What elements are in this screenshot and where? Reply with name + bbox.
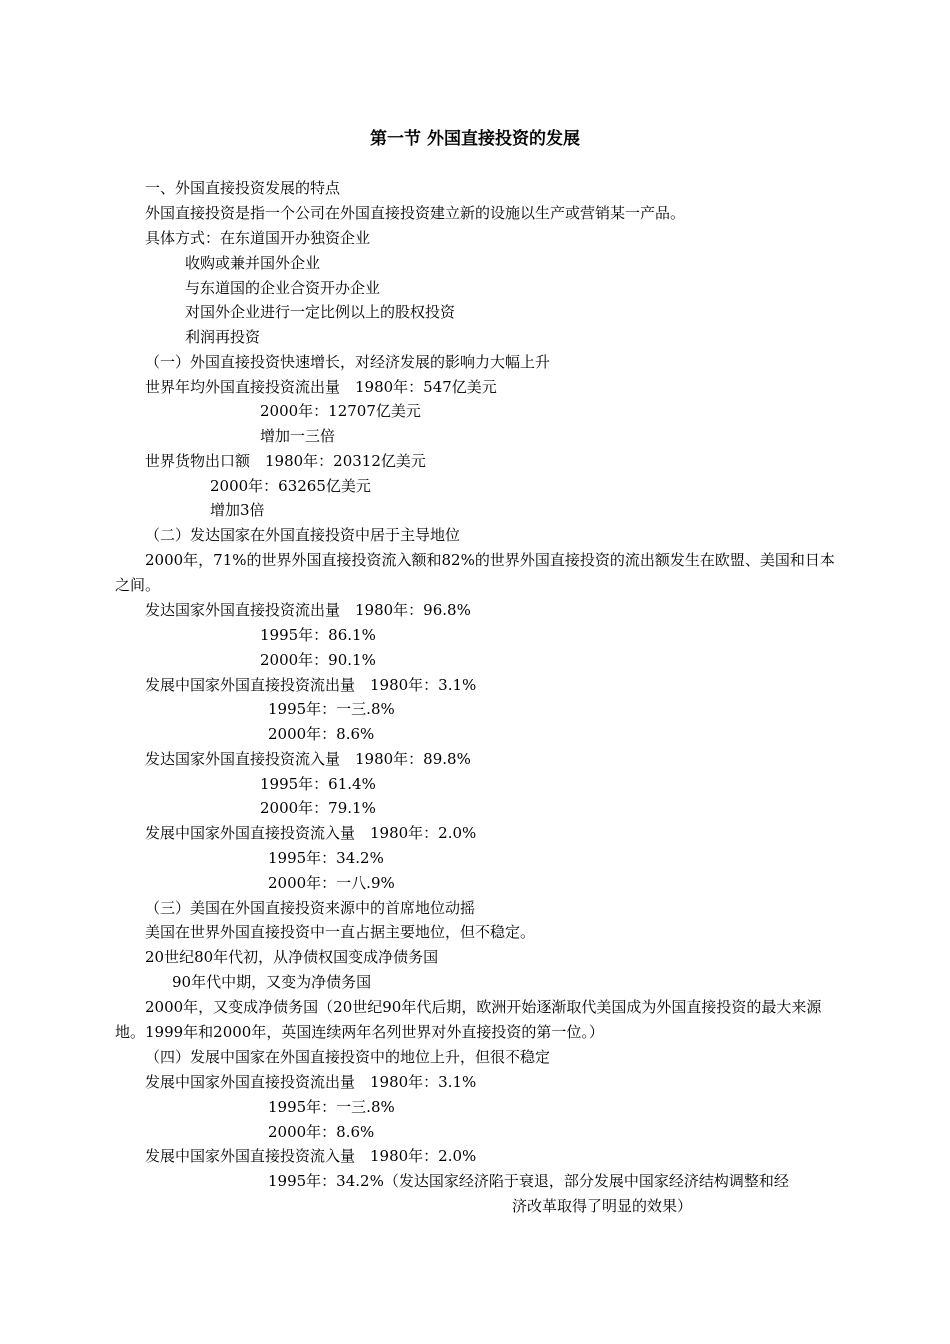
data-line: 发展中国家外国直接投资流入量 1980年：2.0% <box>145 824 477 842</box>
data-line: 发展中国家外国直接投资流入量 1980年：2.0% <box>145 1147 477 1165</box>
data-line: 发达国家外国直接投资流出量 1980年：96.8% <box>145 601 471 619</box>
paragraph-us: 美国在世界外国直接投资中一直占据主要地位，但不稳定。 <box>145 923 536 941</box>
methods-line: 具体方式：在东道国开办独资企业 <box>145 229 371 247</box>
data-line: 发展中国家外国直接投资流出量 1980年：3.1% <box>145 1073 477 1091</box>
data-line: 济改革取得了明显的效果） <box>512 1197 693 1215</box>
subheading-3: （三）美国在外国直接投资来源中的首席地位动摇 <box>145 899 476 917</box>
methods-line: 与东道国的企业合资开办企业 <box>185 279 381 297</box>
methods-line: 收购或兼并国外企业 <box>185 254 321 272</box>
paragraph-2000-us: 2000年，又变成净债务国（20世纪90年代后期，欧洲开始逐渐取代美国成为外国直接投资的最大来源地。1999年和2000年，英国连续两年名列世界对外直接投资的第一位。） <box>115 998 822 1041</box>
data-line: 2000年：8.6% <box>268 1123 375 1141</box>
subheading-1: （一）外国直接投资快速增长，对经济发展的影响力大幅上升 <box>145 353 551 371</box>
section-title: 第一节 外国直接投资的发展 <box>370 129 580 149</box>
data-line: 1995年：一三.8% <box>268 700 395 718</box>
data-line: 增加一三倍 <box>260 427 336 445</box>
data-line: 1995年：一三.8% <box>268 1098 395 1116</box>
data-line: 2000年：8.6% <box>268 725 375 743</box>
paragraph-definition: 外国直接投资是指一个公司在外国直接投资建立新的设施以生产或营销某一产品。 <box>145 204 686 222</box>
methods-line: 利润再投资 <box>185 328 261 346</box>
data-line: 1995年：34.2%（发达国家经济陷于衰退，部分发展中国家经济结构调整和经 <box>268 1172 789 1190</box>
data-line: 世界年均外国直接投资流出量 1980年：547亿美元 <box>145 378 497 396</box>
data-line: 2000年：12707亿美元 <box>260 402 421 420</box>
data-line: 20世纪80年代初，从净债权国变成净债务国 <box>145 948 439 966</box>
subheading-4: （四）发展中国家在外国直接投资中的地位上升，但很不稳定 <box>145 1048 551 1066</box>
data-line: 2000年：63265亿美元 <box>210 477 371 495</box>
methods-line: 对国外企业进行一定比例以上的股权投资 <box>185 303 456 321</box>
data-line: 增加3倍 <box>210 501 265 519</box>
data-line: 2000年：79.1% <box>260 799 376 817</box>
data-line: 1995年：34.2% <box>268 849 384 867</box>
data-line: 2000年：一八.9% <box>268 874 395 892</box>
data-line: 发达国家外国直接投资流入量 1980年：89.8% <box>145 750 471 768</box>
data-line: 1995年：86.1% <box>260 626 376 644</box>
data-line: 世界货物出口额 1980年：20312亿美元 <box>145 452 426 470</box>
data-line: 发展中国家外国直接投资流出量 1980年：3.1% <box>145 676 477 694</box>
heading-features: 一、外国直接投资发展的特点 <box>145 179 341 197</box>
data-line: 1995年：61.4% <box>260 775 376 793</box>
paragraph-2000-flows: 2000年，71%的世界外国直接投资流入额和82%的世界外国直接投资的流出额发生在欧盟、美国和日本之间。 <box>115 551 835 594</box>
subheading-2: （二）发达国家在外国直接投资中居于主导地位 <box>145 526 461 544</box>
data-line: 2000年：90.1% <box>260 651 376 669</box>
data-line: 90年代中期，又变为净债务国 <box>172 973 372 991</box>
